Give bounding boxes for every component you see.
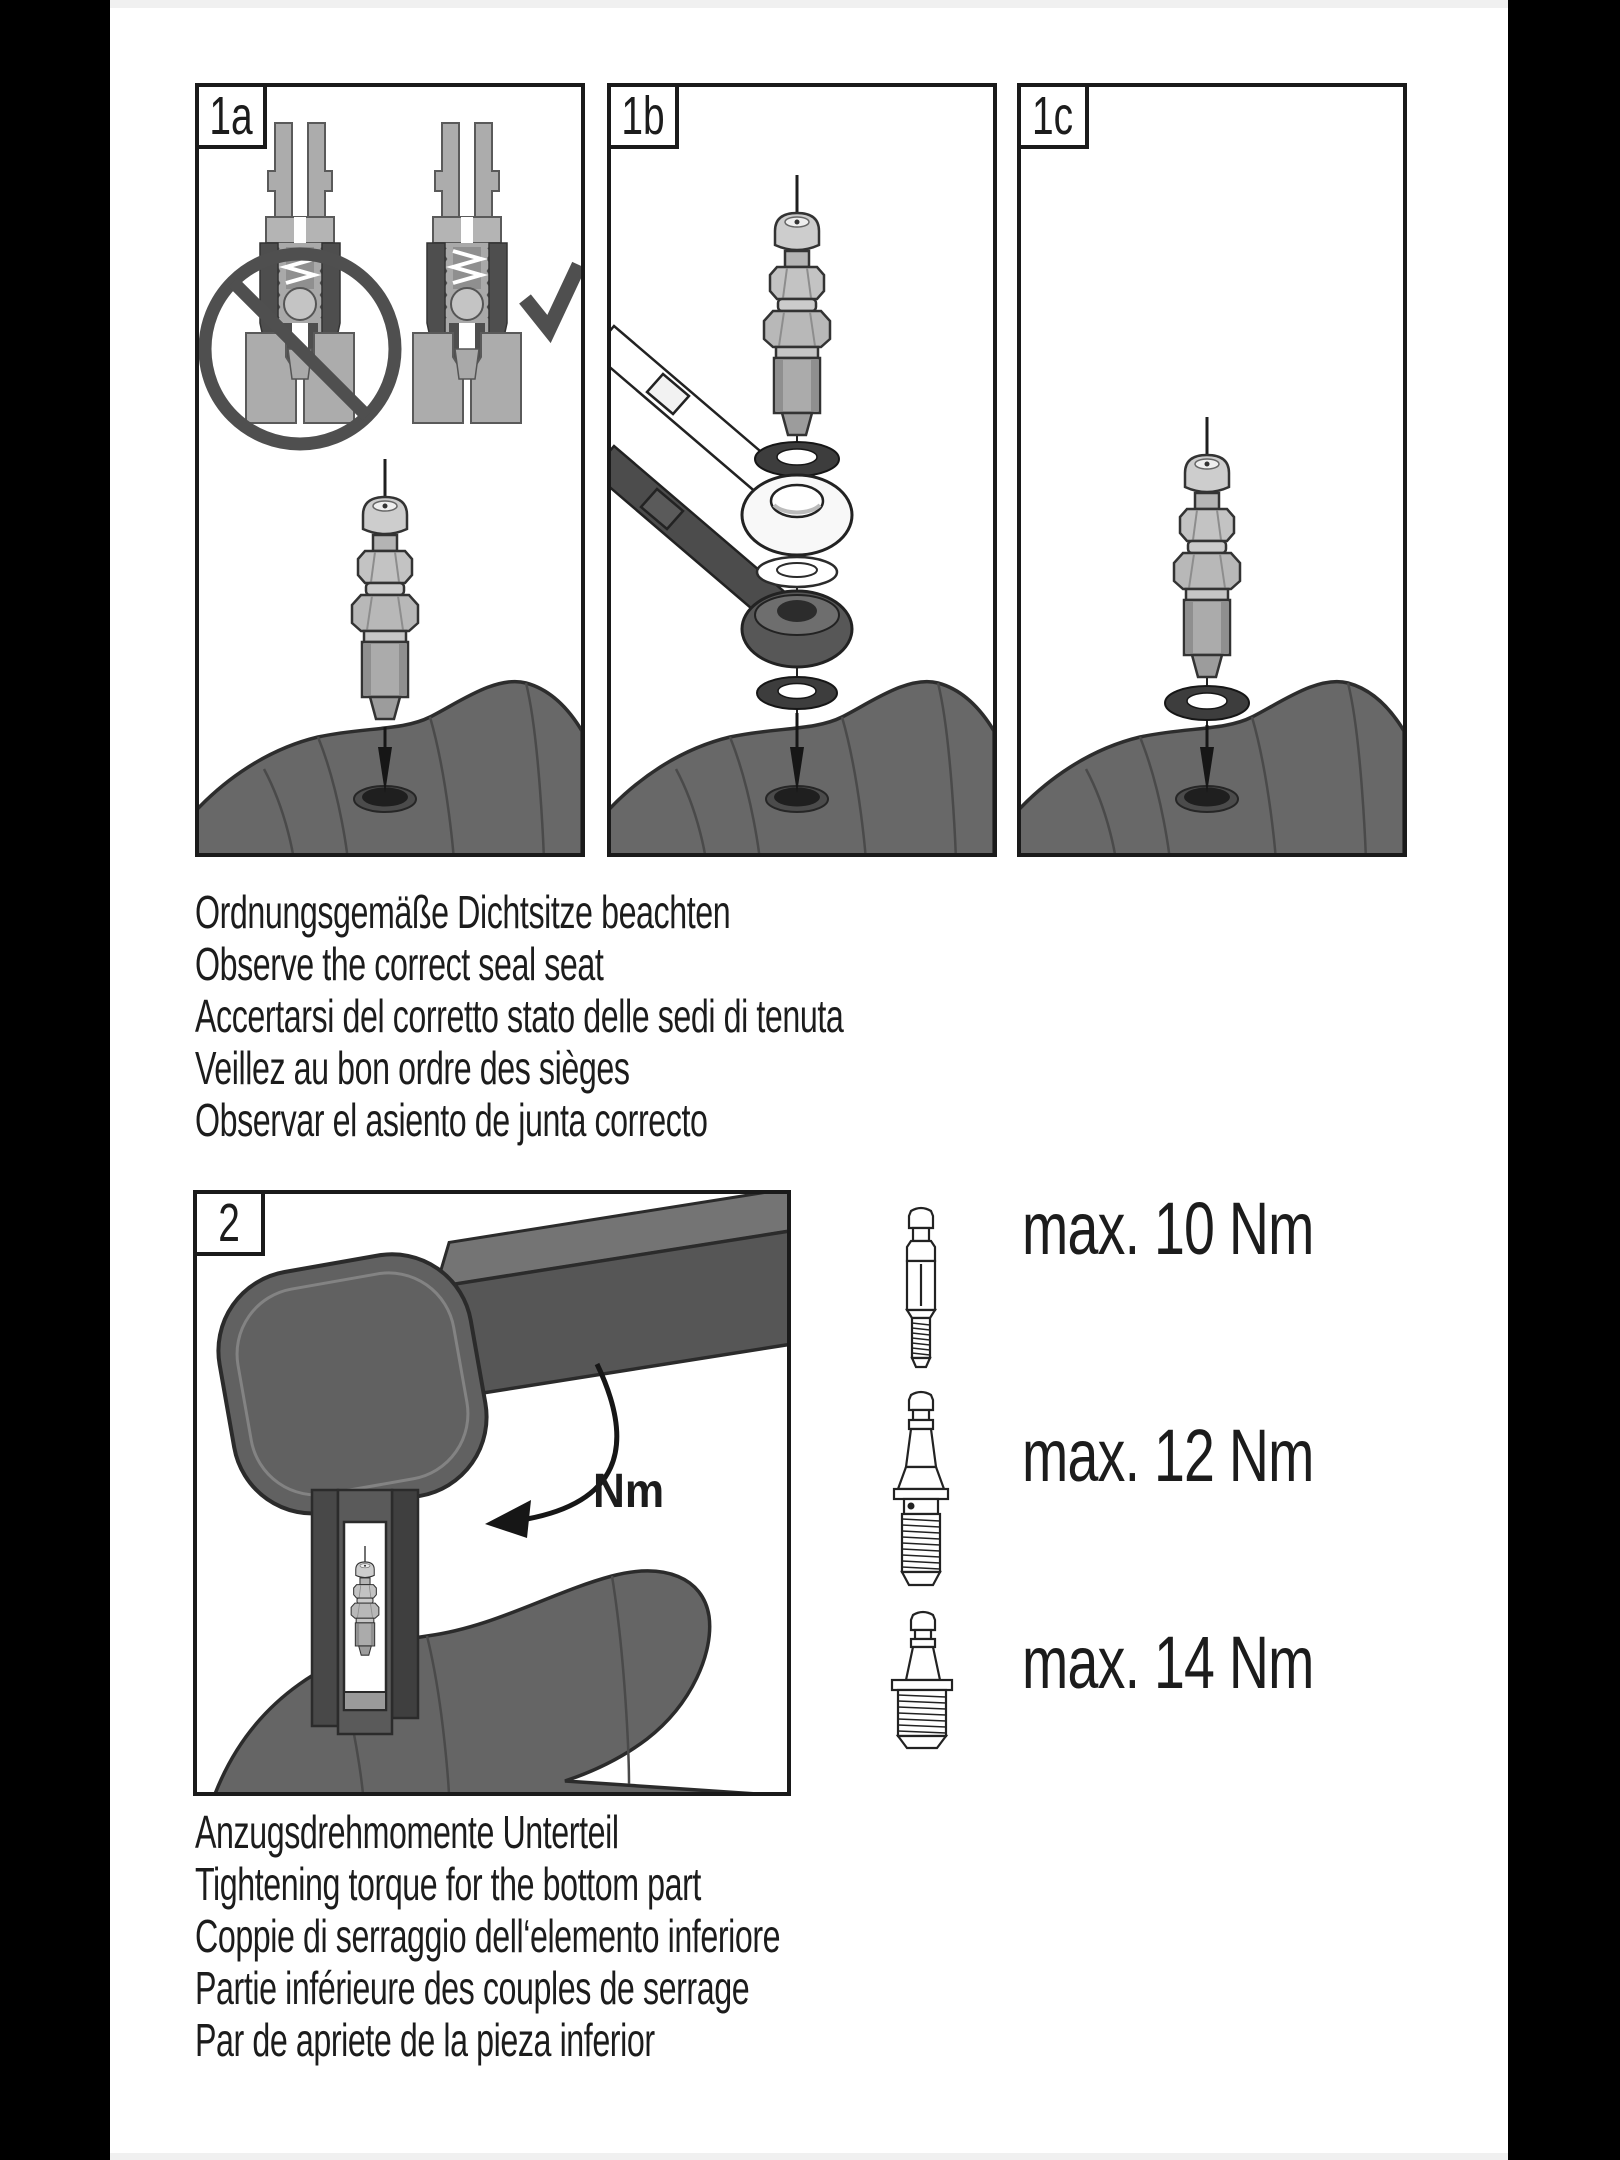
panel-label: 1c <box>1032 86 1074 146</box>
panel-1c-single-fitting <box>1017 83 1407 857</box>
panel-label: 1b <box>621 86 665 146</box>
seal-washer-dark <box>1165 686 1249 720</box>
torque-value-10nm: max. 10 Nm <box>1022 1187 1314 1270</box>
caption-line-es: Observar el asiento de junta correcto <box>195 1094 708 1146</box>
banjo-bolt-long-icon <box>887 1390 955 1588</box>
torque-wrench-illustration <box>197 1194 787 1792</box>
single-fitting-illustration <box>1021 87 1403 853</box>
panel-label-box <box>195 83 267 149</box>
wrench-socket <box>312 1490 418 1734</box>
torque-value-14nm: max. 14 Nm <box>1022 1621 1314 1704</box>
wrench-handle <box>429 1194 787 1398</box>
seal-washer-dark <box>755 442 839 476</box>
panel-1a-seal-seat-comparison <box>195 83 585 857</box>
clamp-body <box>215 1571 757 1792</box>
banjo-bolt-exploded-illustration <box>611 87 993 853</box>
caption-line-de: Anzugsdrehmomente Unterteil <box>195 1806 619 1858</box>
checkmark-icon <box>525 265 579 329</box>
panel-label: 1a <box>209 86 253 146</box>
panel-1b-banjo-exploded <box>607 83 997 857</box>
bleed-fitting <box>1174 417 1240 677</box>
banjo-bolt-fitting <box>764 175 830 435</box>
caption-line-en: Observe the correct seal seat <box>195 938 604 990</box>
bleed-fitting <box>352 459 418 719</box>
banjo-ring-dark <box>742 591 852 667</box>
panel-label-box <box>607 83 679 149</box>
torque-unit-label: Nm <box>593 1465 665 1518</box>
seal-washer-light <box>757 557 837 587</box>
seal-seat-comparison-illustration <box>199 87 581 853</box>
caption-line-en: Tightening torque for the bottom part <box>195 1858 701 1910</box>
wrench-head <box>206 1242 499 1527</box>
caption-line-fr: Veillez au bon ordre des sièges <box>195 1042 630 1094</box>
caption-line-de: Ordnungsgemäße Dichtsitze beachten <box>195 886 731 938</box>
seal-washer-dark-2 <box>757 677 837 709</box>
caption-line-it: Coppie di serraggio dell‘elemento inferiore <box>195 1910 781 1962</box>
bleed-screw-icon <box>899 1206 943 1371</box>
caption-line-it: Accertarsi del corretto stato delle sedi di tenuta <box>195 990 844 1042</box>
banjo-bolt-short-icon <box>887 1610 957 1750</box>
correct-seat-cross-section <box>413 123 521 423</box>
panel-label-box <box>193 1190 265 1256</box>
caption-line-es: Par de apriete de la pieza inferior <box>195 2014 655 2066</box>
panel-2-torque-wrench <box>193 1190 791 1796</box>
caption-seal-seat <box>195 886 1121 1146</box>
torque-value-12nm: max. 12 Nm <box>1022 1414 1314 1497</box>
caption-line-fr: Partie inférieure des couples de serrage <box>195 1962 750 2014</box>
caption-torque <box>195 1806 1031 2066</box>
banjo-ring-light <box>742 475 852 555</box>
panel-label-box <box>1017 83 1089 149</box>
panel-label: 2 <box>218 1193 240 1253</box>
